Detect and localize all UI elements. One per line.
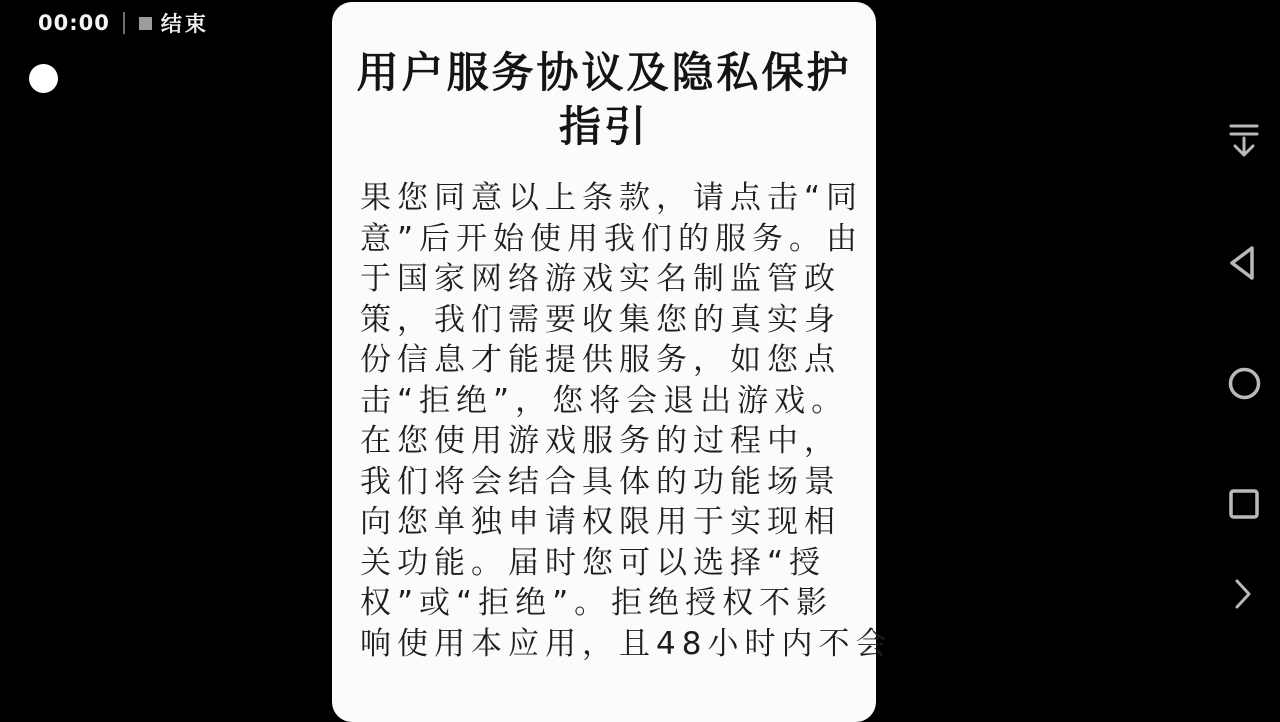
agreement-text-line: 份信息才能提供服务，如您点 [360, 342, 841, 378]
back-icon[interactable] [1225, 243, 1259, 283]
recents-icon[interactable] [1229, 489, 1259, 519]
home-icon[interactable] [1227, 366, 1262, 401]
stop-recording-label: 结束 [160, 12, 209, 36]
stop-icon [139, 17, 152, 30]
user-agreement-dialog [332, 2, 893, 722]
agreement-text-line: 果您同意以上条款，请点击“同 [360, 180, 864, 216]
record-floating-button[interactable] [29, 64, 58, 93]
agreement-text-line: 权”或“拒绝”。拒绝授权不影 [360, 585, 834, 621]
hide-navbar-icon[interactable] [1227, 123, 1261, 159]
agreement-text [360, 178, 893, 664]
recording-timer: 00:00 [38, 11, 110, 35]
agreement-text-line: 向您单独申请权限用于实现相 [360, 504, 841, 540]
agreement-text-line: 响使用本应用，且48小时内不会 [360, 625, 893, 662]
agreement-text-viewport[interactable] [332, 180, 893, 722]
expand-chevron-icon[interactable] [1233, 577, 1255, 611]
agreement-text-line: 意”后开始使用我们的服务。由 [360, 220, 864, 257]
dialog-title [332, 2, 876, 154]
divider [123, 12, 125, 34]
agreement-text-line: 我们将会结合具体的功能场景 [360, 463, 841, 500]
dialog-title-line1: 用户服务协议及隐私保护 [356, 48, 852, 97]
agreement-text-line: 击“拒绝”，您将会退出游戏。 [360, 382, 849, 419]
agreement-text-line: 于国家网络游戏实名制监管政 [360, 261, 841, 297]
recorder-status-bar [38, 8, 209, 38]
stop-recording-button[interactable] [139, 8, 209, 38]
agreement-text-line: 策，我们需要收集您的真实身 [360, 301, 841, 338]
agreement-text-line: 关功能。届时您可以选择“授 [360, 544, 827, 581]
dialog-title-line2: 指引 [558, 102, 649, 151]
agreement-text-line: 在您使用游戏服务的过程中， [360, 423, 841, 459]
